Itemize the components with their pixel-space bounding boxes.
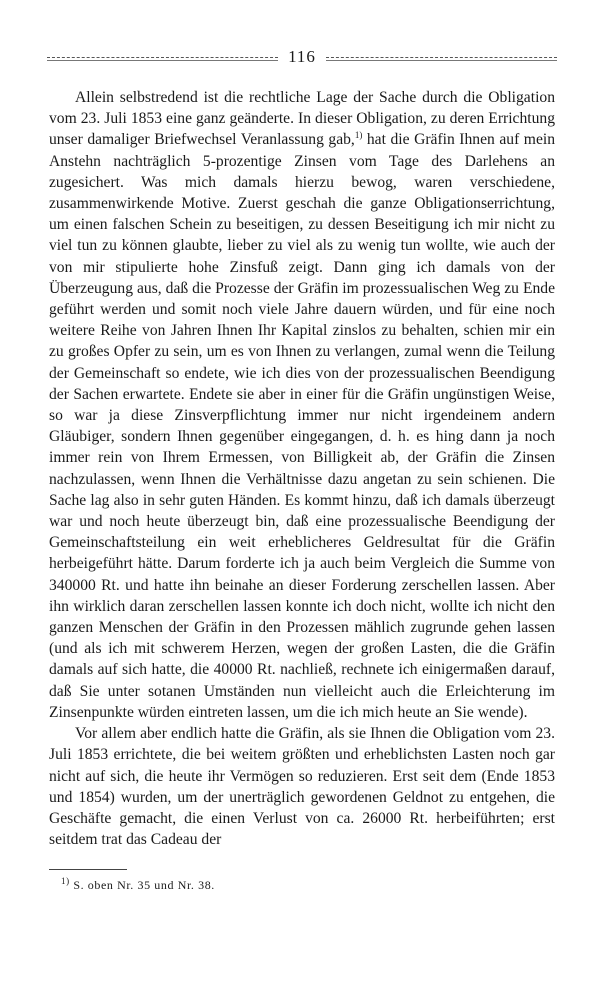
paragraph-2 [49, 723, 555, 850]
paragraph-2-text: Vor allem aber endlich hatte die Gräfin, als sie Ihnen die Obligation vom 23. Juli 1853 errichtete, die bei weitem größten und erheblichsten Lasten noch gar nicht auf sich, die heute ihr Vermögen so reduzieren. Erst seit dem (Ende 1853 und 1854) wurden, um der unerträglich gewordenen Geldnot zu entgehen, die Geschäfte gemacht, die einen Verlust von ca. 26000 Rt. herbeiführten; erst seitdem trat das Cadeau der [49, 725, 555, 849]
footnote-divider [49, 869, 127, 870]
header-rule-right [326, 57, 557, 58]
footnote-mark: 1) [61, 876, 70, 886]
footnote-reference: 1) [354, 130, 363, 141]
paragraph-1 [49, 87, 555, 723]
paragraph-1-text-a: Allein selbstredend ist die rechtliche Lage der Sache durch die Obligation vom 23. Juli 1853 eine ganz geänderte. In dieser Obligation, zu deren Errichtung unser damaliger Briefwechsel Veranlassung gab, [49, 89, 555, 149]
header-rule-left [47, 57, 278, 58]
page-number: 116 [288, 47, 316, 66]
body-text [49, 87, 555, 850]
footnote-text: S. oben Nr. 35 und Nr. 38. [73, 878, 215, 892]
page-header [47, 46, 557, 68]
paragraph-1-text-b: hat die Gräfin Ihnen auf mein Anstehn nachträglich 5-prozentige Zinsen vom Tage des Darlehens an zugesichert. Was mich damals hierzu bewog, waren verschiedene, zusammenwirkende Motive. Zuerst geschah die ganze Obligationserrichtung, um einen falschen Schein zu beseitigen, zu dessen Beseitigung ich mir nicht zu viel tun zu können glaubte, lieber zu viel als zu wenig tun wollte, wie auch der von mir stipulierte hohe Zinsfuß zeigt. Dann ging ich damals von der Überzeugung aus, daß die Prozesse der Gräfin im prozessualischen Weg zu Ende geführt werden und somit noch viele Jahre dauern würden, und für eine noch weitere Reihe von Jahren Ihnen Ihr Kapital zinslos zu behalten, schien mir ein zu großes Opfer zu sein, um es von Ihnen zu verlangen, zumal wenn die Teilung der Gemeinschaft so endete, wie ich dies von der prozessualischen Beendigung der Sachen erwartete. Endete sie aber in einer für die Gräfin ungünstigen Weise, so war ja diese Zinsverpflichtung immer nur nicht irgendeinem andern Gläubiger, sondern Ihnen gegenüber eingegangen, d. h. es hing dann ja noch immer rein von Ihrem Ermessen, von Billigkeit ab, der Gräfin die Zinsen nachzulassen, wenn Ihnen die Verhältnisse dazu angetan zu sein schienen. Die Sache lag also in sehr guten Händen. Es kommt hinzu, daß ich damals überzeugt war und noch heute überzeugt bin, daß eine prozessualische Beendigung der Gemeinschaftsteilung ein weit erheblicheres Geldresultat für die Gräfin herbeigeführt hätte. Darum forderte ich ja auch beim Vergleich die Summe von 340000 Rt. und hatte ihn beinahe an dieser Forderung zerschellen lassen. Aber ihn wirklich daran zerschellen lassen konnte ich doch nicht, wollte ich nicht den ganzen Menschen der Gräfin in den Prozessen mählich zugrunde gehen lassen (und als ich mit schwerem Herzen, wegen der großen Lasten, die die Gräfin damals auf sich hatte, die 40000 Rt. nachließ, rechnete ich einigermaßen darauf, daß Sie unter sotanen Umständen nun vielleicht auch die Erleichterung im Zinsenpunkte würden eintreten lassen, um die ich mich heute an Sie wende). [49, 131, 555, 721]
footnote [61, 878, 215, 893]
